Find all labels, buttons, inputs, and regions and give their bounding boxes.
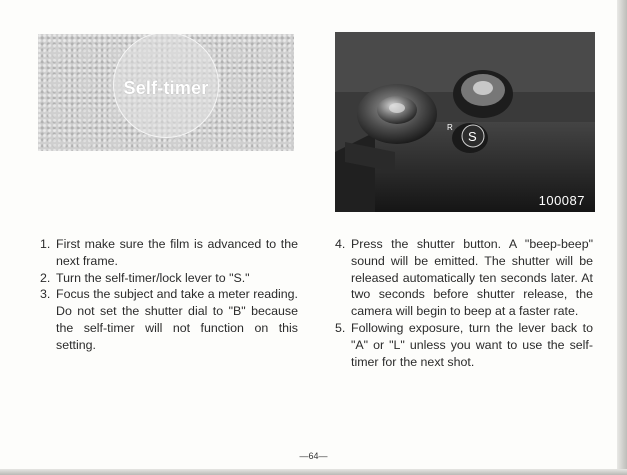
camera-top-illustration — [335, 32, 595, 212]
lever-letter-s: S — [468, 129, 477, 144]
steps-list-left — [40, 236, 298, 354]
step-number: 1. — [40, 237, 51, 251]
section-title: Self-timer — [123, 77, 209, 98]
step-number: 5. — [335, 320, 346, 335]
section-banner — [38, 34, 294, 151]
step-text: Focus the subject and take a meter reading. Do not set the shutter dial to "B" because the self-timer will not function on this setting. — [56, 287, 298, 352]
step-number: 4. — [335, 237, 346, 251]
step-number: 3. — [40, 287, 51, 302]
banner-circle — [113, 34, 219, 138]
step-text: Press the shutter button. A "beep-beep" sound will be emitted. The shutter will be released automatically ten seconds later. At two seconds before shutter release, the camera will begin to beep at a faster rate. — [351, 237, 593, 319]
step-text: First make sure the film is advanced to the next frame. — [56, 237, 298, 268]
page-edge-bottom — [0, 469, 627, 475]
step-text: Turn the self-timer/lock lever to "S." — [56, 270, 250, 285]
step-4 — [335, 236, 593, 320]
step-2 — [40, 270, 298, 287]
dial-letter-r: R — [447, 123, 453, 132]
step-1 — [40, 236, 298, 270]
step-number: 2. — [40, 270, 51, 285]
step-text: Following exposure, turn the lever back to "A" or "L" unless you want to use the self-timer for the next shot. — [351, 320, 593, 369]
step-5 — [335, 320, 593, 370]
page-number: —64— — [299, 451, 328, 461]
camera-photo — [335, 32, 595, 212]
photo-code: 100087 — [538, 193, 585, 208]
steps-list-right — [335, 236, 593, 370]
page-edge-right — [617, 0, 627, 475]
step-3 — [40, 286, 298, 353]
